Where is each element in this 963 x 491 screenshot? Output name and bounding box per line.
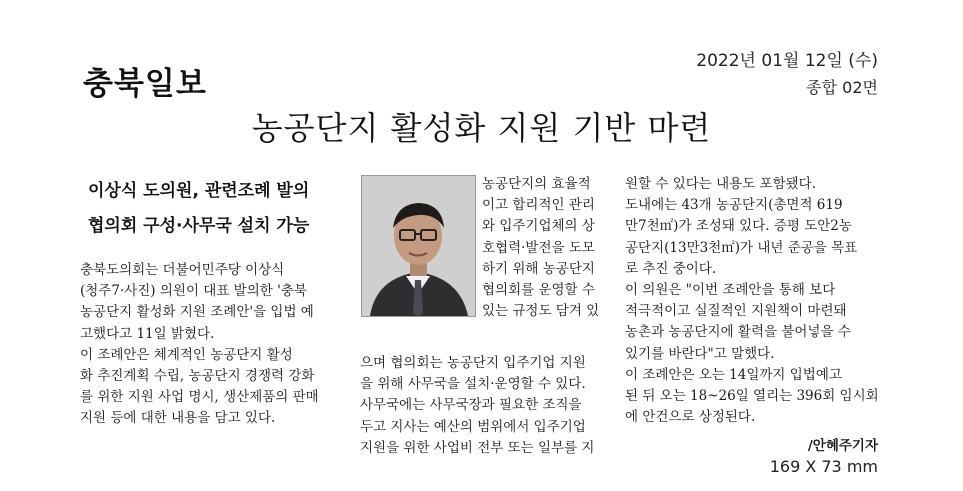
article-column-2-bottom: [360, 353, 615, 459]
body-line: 고했다고 11일 밝혔다.: [80, 325, 215, 342]
body-line: 농공단지의 효율적: [482, 176, 591, 192]
reporter-byline: /안혜주기자: [807, 438, 878, 454]
body-line: 를 위한 지원 사업 명시, 생산제품의 판매: [80, 389, 319, 406]
body-line: 농촌과 농공단지에 활력을 불어넣을 수: [625, 324, 851, 341]
body-line: 이고 합리적인 관리: [482, 197, 595, 214]
body-line: 충북도의회는 더불어민주당 이상식: [80, 262, 285, 278]
body-line: 와 입주기업체의 상: [482, 218, 595, 235]
body-line: 협의회를 운영할 수: [482, 282, 595, 299]
body-line: 된 뒤 오는 18~26일 열리는 396회 임시회: [625, 388, 879, 405]
body-line: 사무국에는 사무국장과 필요한 조직을: [360, 397, 582, 414]
body-line: 공단지(13만3천㎡)가 내년 준공을 목표: [625, 239, 858, 256]
body-line: 으며 협의회는 농공단지 입주기업 지원: [360, 355, 586, 371]
body-line: 하기 위해 농공단지: [482, 260, 595, 277]
body-line: 지원 등에 대한 내용을 담고 있다.: [80, 410, 276, 427]
body-line: (청주7·사진) 의원이 대표 발의한 '충북: [80, 283, 307, 300]
body-line: 이 의원은 "이번 조례안을 통해 보다: [625, 282, 836, 299]
body-line: 있기를 바란다"고 말했다.: [625, 345, 775, 362]
body-line: 호협력·발전을 도모: [482, 239, 595, 256]
body-line: 두고 지사는 예산의 범위에서 입주기업: [360, 418, 586, 435]
article-column-3: [625, 174, 885, 428]
newspaper-masthead: 충북일보: [83, 66, 207, 102]
body-line: 이 조례안은 오는 14일까지 입법예고: [625, 366, 842, 383]
publication-date: 2022년 01월 12일 (수): [696, 51, 878, 71]
body-line: 화 추진계획 수립, 농공단지 경쟁력 강화: [80, 368, 315, 385]
clipping-size: 169 X 73 mm: [769, 457, 878, 476]
body-line: 적극적이고 실질적인 지원책이 마련돼: [625, 303, 847, 320]
section-page: 종합 02면: [806, 78, 878, 97]
body-line: 이 조례안은 체계적인 농공단지 활성: [80, 346, 293, 363]
subheadline-1: 이상식 도의원, 관련조례 발의: [88, 181, 310, 201]
subheadline-2: 협의회 구성·사무국 설치 가능: [88, 216, 310, 236]
article-column-2-top: [482, 174, 612, 322]
body-line: 원할 수 있다는 내용도 포함됐다.: [625, 176, 816, 192]
councilor-portrait-photo: [361, 175, 476, 317]
body-line: 만7천㎡)가 조성돼 있다. 증평 도안2농: [625, 218, 852, 235]
body-line: 지원을 위한 사업비 전부 또는 일부를 지: [360, 439, 595, 456]
article-column-1: [80, 260, 355, 430]
body-line: 도내에는 43개 농공단지(총면적 619: [625, 197, 843, 214]
article-headline: 농공단지 활성화 지원 기반 마련: [251, 109, 712, 147]
body-line: 있는 규정도 담겨 있: [482, 303, 600, 320]
body-line: 로 추진 중이다.: [625, 260, 717, 277]
portrait-illustration: [362, 176, 475, 316]
body-line: 농공단지 활성화 지원 조례안'을 입법 예: [80, 304, 314, 321]
body-line: 을 위해 사무국을 설치·운영할 수 있다.: [360, 376, 586, 393]
body-line: 에 안건으로 상정된다.: [625, 409, 756, 426]
